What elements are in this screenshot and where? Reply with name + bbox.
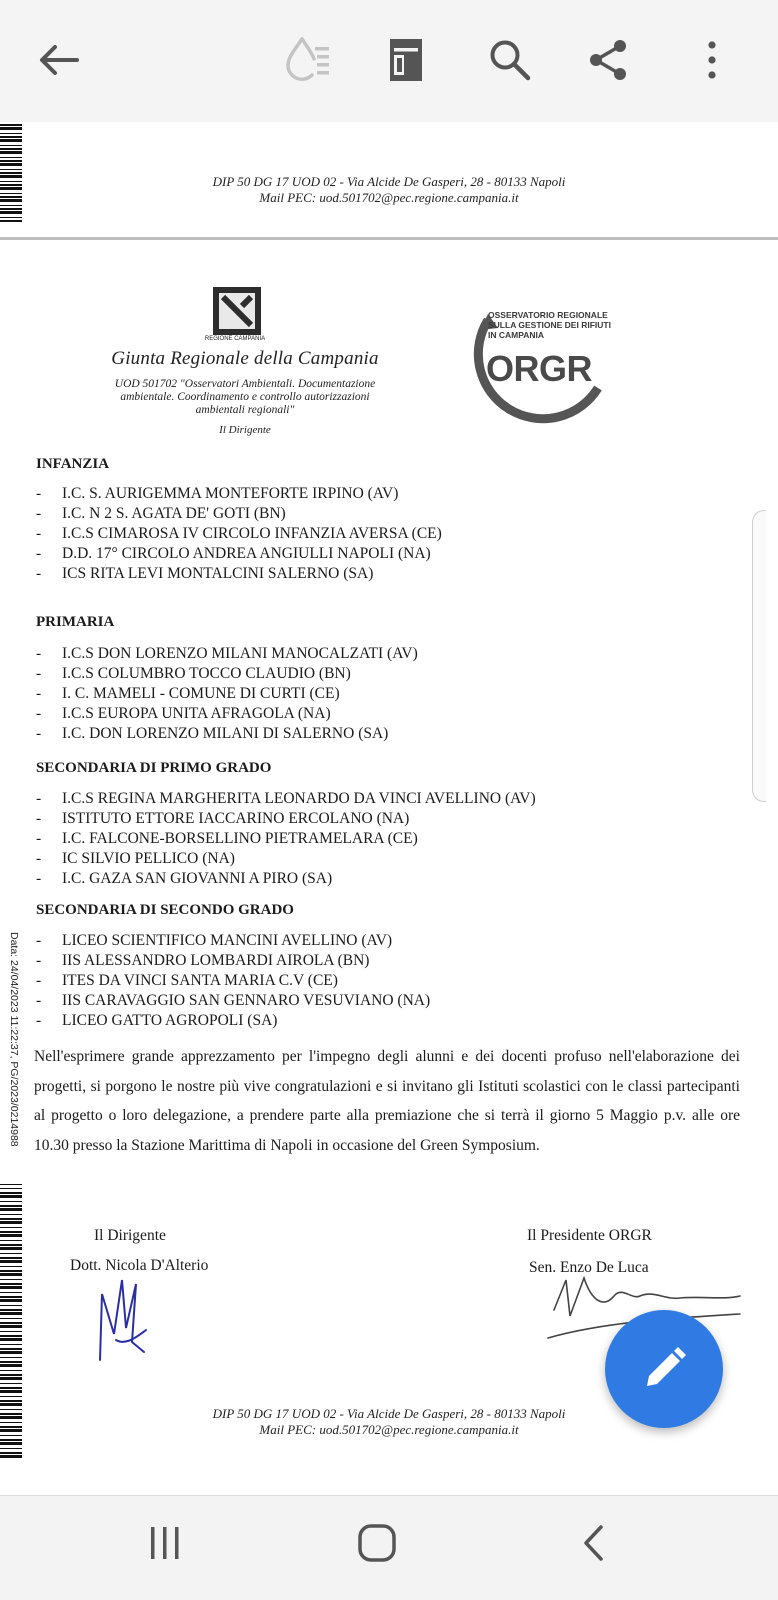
page-footer-email: Mail PEC: uod.501702@pec.regione.campania.it <box>259 1422 519 1437</box>
list-item: - IIS CARAVAGGIO SAN GENNARO VESUVIANO (NA) <box>36 991 736 1011</box>
list-item: - I.C.S REGINA MARGHERITA LEONARDO DA VINCI AVELLINO (AV) <box>36 789 736 809</box>
uod-line-1: UOD 501702 "Osservatori Ambientali. Documentazione <box>114 378 376 390</box>
list-item: - I.C.S CIMAROSA IV CIRCOLO INFANZIA AVERSA (CE) <box>36 524 736 544</box>
uod-description <box>100 378 390 417</box>
list-item: - IIS ALESSANDRO LOMBARDI AIROLA (BN) <box>36 951 736 971</box>
orgr-line-2: SULLA GESTIONE DEI RIFIUTI <box>488 320 611 330</box>
section-title-secondaria-primo: SECONDARIA DI PRIMO GRADO <box>36 760 272 776</box>
list-item: - I.C.S EUROPA UNITA AFRAGOLA (NA) <box>36 704 736 724</box>
signature-right-name: Sen. Enzo De Luca <box>529 1259 649 1276</box>
home-icon <box>357 1523 397 1563</box>
nav-back-icon <box>581 1523 605 1563</box>
page-footer-address: DIP 50 DG 17 UOD 02 - Via Alcide De Gasperi, 28 - 80133 Napoli <box>212 1406 566 1421</box>
uod-line-3: ambientali regionali" <box>195 404 295 416</box>
list-item: - I.C. GAZA SAN GIOVANNI A PIRO (SA) <box>36 869 736 889</box>
back-button[interactable] <box>27 28 91 92</box>
regione-campania-crest-icon <box>212 286 262 342</box>
recent-apps-icon <box>148 1525 182 1561</box>
page-view-button[interactable] <box>374 28 438 92</box>
signature-left-name: Dott. Nicola D'Alterio <box>70 1257 209 1274</box>
list-item: - I. C. MAMELI - COMUNE DI CURTI (CE) <box>36 684 736 704</box>
orgr-line-1: OSSERVATORIO REGIONALE <box>488 310 608 320</box>
more-options-button[interactable] <box>680 28 744 92</box>
search-button[interactable] <box>478 28 542 92</box>
arrow-left-icon <box>37 43 81 77</box>
signature-left-role: Il Dirigente <box>94 1227 166 1244</box>
list-item: - LICEO SCIENTIFICO MANCINI AVELLINO (AV) <box>36 931 736 951</box>
list-item: - LICEO GATTO AGROPOLI (SA) <box>36 1011 736 1031</box>
list-item: - I.C. DON LORENZO MILANI DI SALERNO (SA) <box>36 724 736 744</box>
uod-line-2: ambientale. Coordinamento e controllo autorizzazioni <box>120 391 370 403</box>
protocol-stamp-text: Data: 24/04/2023 11:22:37, PG/2023/0214988 <box>8 932 20 1147</box>
dirigente-label: Il Dirigente <box>219 424 271 436</box>
section-title-secondaria-secondo: SECONDARIA DI SECONDO GRADO <box>36 902 294 918</box>
list-item: - I.C.S DON LORENZO MILANI MANOCALZATI (AV) <box>36 644 736 664</box>
page-header-email: Mail PEC: uod.501702@pec.regione.campania.it <box>259 190 519 205</box>
share-button[interactable] <box>576 28 640 92</box>
system-navigation-bar <box>0 1495 778 1600</box>
page-break-divider <box>0 237 778 240</box>
nav-back-button[interactable] <box>558 1518 628 1568</box>
section-title-infanzia: INFANZIA <box>36 456 110 472</box>
list-item: - I.C. S. AURIGEMMA MONTEFORTE IRPINO (AV) <box>36 484 736 504</box>
document-viewer[interactable] <box>0 122 778 1495</box>
fast-scroll-handle[interactable] <box>752 510 766 802</box>
crest-caption: REGIONE CAMPANIA <box>204 336 266 342</box>
giunta-title: Giunta Regionale della Campania <box>111 348 379 369</box>
list-item: - I.C.S COLUMBRO TOCCO CLAUDIO (BN) <box>36 664 736 684</box>
orgr-line-3: IN CAMPANIA <box>488 330 545 340</box>
recent-apps-button[interactable] <box>130 1518 200 1568</box>
list-secondaria-primo <box>36 789 736 889</box>
qr-barcode-top <box>0 122 22 222</box>
list-item: - ITES DA VINCI SANTA MARIA C.V (CE) <box>36 971 736 991</box>
list-primaria <box>36 644 736 744</box>
list-item: - IC SILVIO PELLICO (NA) <box>36 849 736 869</box>
body-paragraph: Nell'esprimere grande apprezzamento per l'impegno degli alunni e dei docenti profuso nell'elaborazione dei progetti, si porgono le nostre più vive congratulazioni e si invitano gli Istituti scolastici con le classi partecipanti al progetto o loro delegazione, a prendere parte alla premiazione che si terrà il giorno 5 Maggio p.v. alle ore 10.30 presso la Stazione Marittima di Napoli in occasione del Green Symposium. <box>34 1048 740 1154</box>
signature-right-role: Il Presidente ORGR <box>527 1227 652 1244</box>
list-item: - ICS RITA LEVI MONTALCINI SALERNO (SA) <box>36 564 736 584</box>
share-icon <box>586 38 630 82</box>
edit-pencil-icon <box>641 1346 687 1392</box>
orgr-logo <box>458 306 618 426</box>
section-title-primaria: PRIMARIA <box>36 614 115 630</box>
home-button[interactable] <box>342 1518 412 1568</box>
edit-fab-button[interactable] <box>605 1310 723 1428</box>
list-item: - I.C. FALCONE-BORSELLINO PIETRAMELARA (CE) <box>36 829 736 849</box>
page-header-address: DIP 50 DG 17 UOD 02 - Via Alcide De Gasperi, 28 - 80133 Napoli <box>212 174 566 189</box>
top-app-bar <box>0 0 778 122</box>
list-item: - ISTITUTO ETTORE IACCARINO ERCOLANO (NA) <box>36 809 736 829</box>
list-item: - D.D. 17° CIRCOLO ANDREA ANGIULLI NAPOLI (NA) <box>36 544 736 564</box>
handwritten-signature-left <box>92 1270 156 1362</box>
page-view-icon <box>388 37 424 83</box>
protocol-stamp <box>0 932 22 1182</box>
list-secondaria-secondo <box>36 931 736 1031</box>
list-item: - I.C. N 2 S. AGATA DE' GOTI (BN) <box>36 504 736 524</box>
reading-mode-icon <box>282 35 334 85</box>
search-icon <box>488 38 532 82</box>
list-infanzia <box>36 484 736 584</box>
orgr-logotype: ORGR <box>486 348 592 389</box>
more-vertical-icon <box>706 40 718 80</box>
reading-mode-button[interactable] <box>276 28 340 92</box>
